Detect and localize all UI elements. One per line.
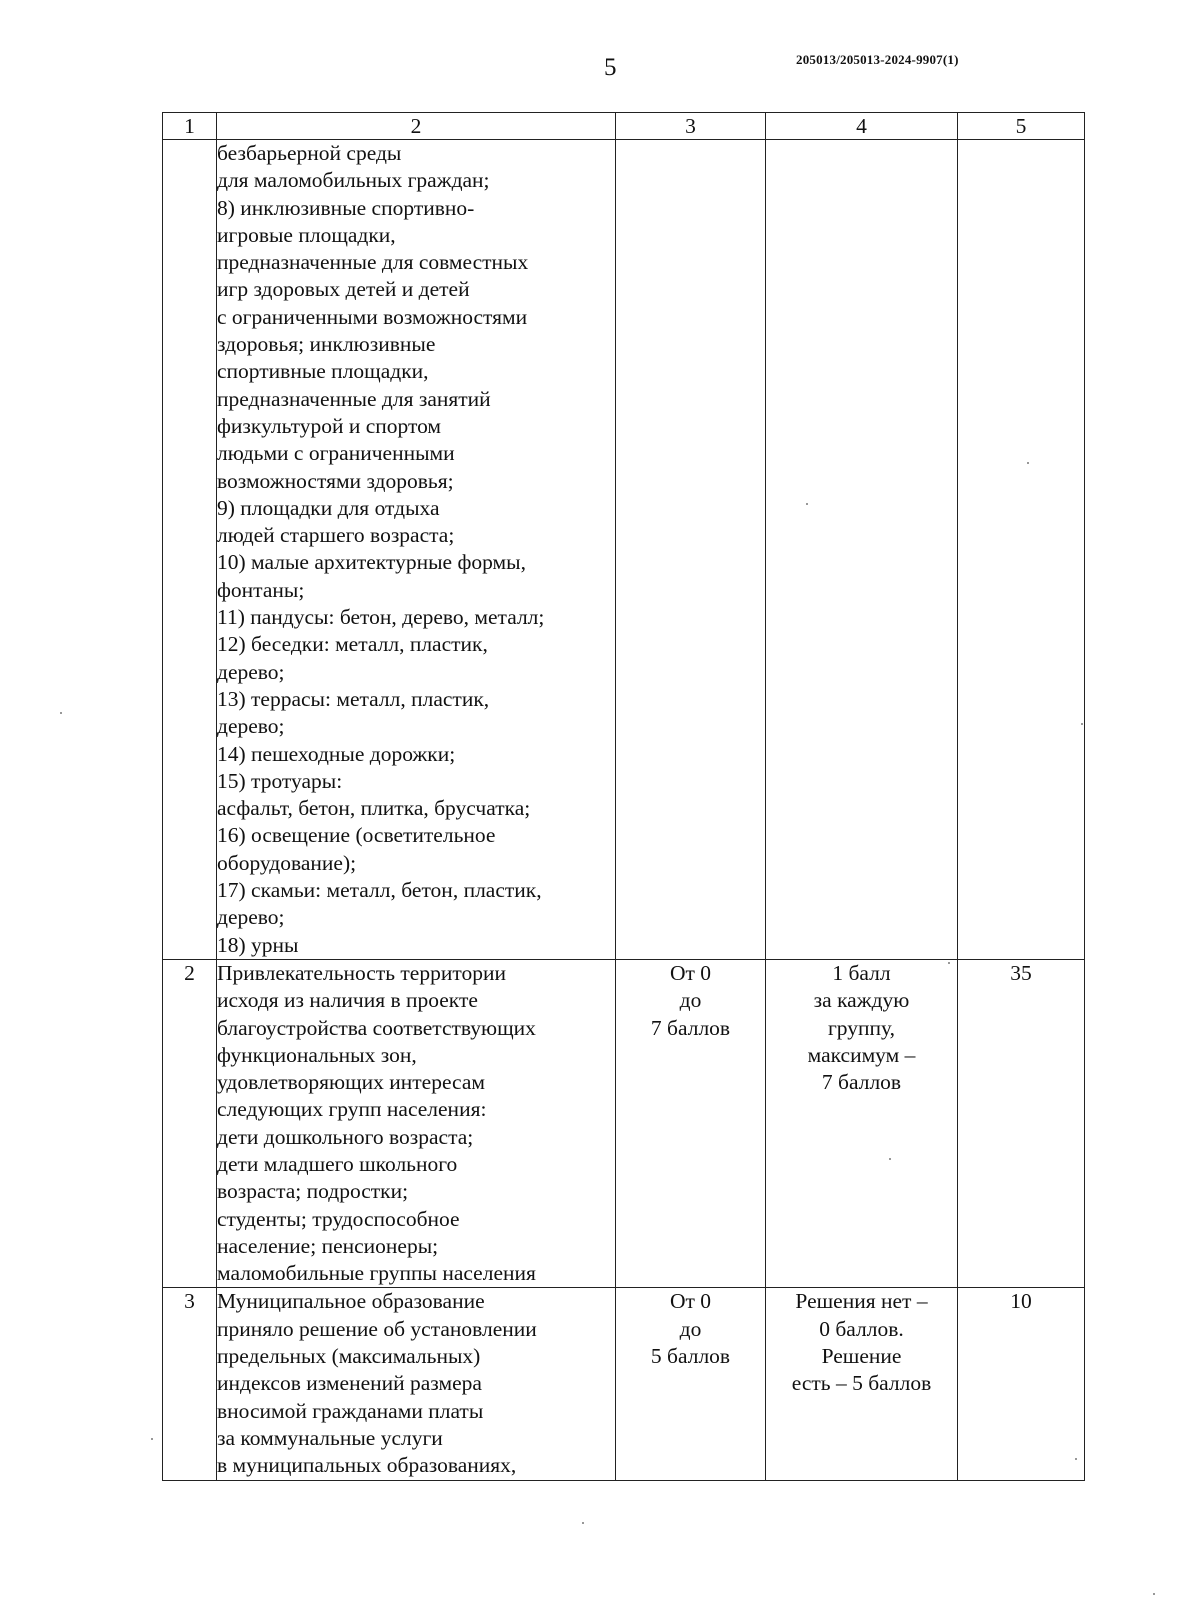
criterion-line: студенты; трудоспособное [217,1206,460,1231]
scan-speck [582,1522,584,1524]
criterion-line: фонтаны; [217,577,305,602]
criterion-line: для маломобильных граждан; [217,168,490,193]
criterion-line: дети дошкольного возраста; [217,1124,474,1149]
criterion-line: следующих групп населения: [217,1097,487,1122]
row-number-cell [163,140,217,960]
column-header-1: 1 [163,113,217,140]
criterion-line: 16) освещение (осветительное [217,823,496,848]
range-line: 7 баллов [650,1015,731,1040]
criterion-line: предназначенные для совместных [217,250,529,275]
scan-speck [1153,1593,1155,1595]
weight-cell [958,140,1085,960]
column-header-4: 4 [766,113,958,140]
range-line: От 0 [669,1289,712,1314]
scoring-line: 7 баллов [821,1070,902,1095]
criterion-line: возраста; подростки; [217,1179,409,1204]
criterion-cell [217,959,616,1288]
scoring-cell [766,140,958,960]
scan-speck [948,962,950,964]
scan-speck [1027,462,1029,464]
table-row [163,140,1085,960]
scoring-line: Решения нет – [795,1289,928,1314]
table-body [163,140,1085,1481]
scan-speck [151,1438,153,1440]
criterion-line: оборудование); [217,850,357,875]
header-row [163,113,1085,140]
criterion-line: людьми с ограниченными [217,441,455,466]
criterion-line: 12) беседки: металл, пластик, [217,632,488,657]
table-header [163,113,1085,140]
row-number-cell: 3 [163,1288,217,1480]
criterion-line: за коммунальные услуги [217,1425,443,1450]
criterion-line: Привлекательность территории [217,960,506,985]
scan-speck [1075,1458,1077,1460]
criterion-line: исходя из наличия в проекте [217,988,478,1013]
document-id: 205013/205013-2024-9907(1) [796,52,959,67]
range-line: От 0 [669,960,712,985]
range-cell [616,959,766,1288]
criterion-line: 15) тротуары: [217,768,343,793]
criterion-line: здоровья; инклюзивные [217,332,436,357]
criterion-line: дерево; [217,659,285,684]
criterion-cell [217,140,616,960]
scoring-line: группу, [827,1015,896,1040]
criterion-line: население; пенсионеры; [217,1233,439,1258]
column-header-2: 2 [217,113,616,140]
criterion-line: 14) пешеходные дорожки; [217,741,456,766]
criterion-line: асфальт, бетон, плитка, брусчатка; [217,796,531,821]
criterion-line: в муниципальных образованиях, [217,1453,517,1478]
criterion-line: безбарьерной среды [217,141,402,165]
criterion-cell [217,1288,616,1480]
criterion-line: дети младшего школьного [217,1151,458,1176]
scan-speck [889,1158,891,1160]
scoring-cell [766,959,958,1288]
range-cell [616,1288,766,1480]
table-row [163,959,1085,1288]
scoring-line: 0 баллов. [819,1316,904,1341]
criterion-line: физкультурой и спортом [217,413,442,438]
criteria-table [162,112,1085,1481]
criterion-line: игр здоровых детей и детей [217,277,470,302]
scoring-line: есть – 5 баллов [791,1371,932,1396]
criterion-line: 18) урны [217,932,299,957]
criterion-line: дерево; [217,714,285,739]
column-header-3: 3 [616,113,766,140]
criterion-line: маломобильные группы населения [217,1261,536,1286]
criterion-line: удовлетворяющих интересам [217,1070,485,1095]
range-line: до [679,988,702,1013]
row-number-cell: 2 [163,959,217,1288]
criterion-line: с ограниченными возможностями [217,304,528,329]
criterion-line: предназначенные для занятий [217,386,491,411]
criterion-line: людей старшего возраста; [217,523,455,548]
criterion-line: индексов изменений размера [217,1371,482,1396]
criterion-line: приняло решение об установлении [217,1316,537,1341]
criterion-line: 10) малые архитектурные формы, [217,550,526,575]
scan-speck [1081,723,1083,725]
range-cell [616,140,766,960]
range-line: до [679,1316,702,1341]
criterion-line: предельных (максимальных) [217,1344,481,1369]
page-number: 5 [604,54,617,81]
scan-speck [806,503,808,505]
scoring-line: максимум – [807,1042,916,1067]
criterion-line: 13) террасы: металл, пластик, [217,686,490,711]
scoring-cell [766,1288,958,1480]
criterion-line: благоустройства соответствующих [217,1015,536,1040]
criterion-line: спортивные площадки, [217,359,429,384]
criterion-line: вносимой гражданами платы [217,1398,484,1423]
range-line: 5 баллов [650,1344,731,1369]
criterion-line: 8) инклюзивные спортивно- [217,195,475,220]
criterion-line: 9) площадки для отдыха [217,495,440,520]
criterion-line: игровые площадки, [217,222,396,247]
criterion-line: Муниципальное образование [217,1289,485,1314]
scan-speck [60,712,62,714]
criterion-line: 11) пандусы: бетон, дерево, металл; [217,605,545,630]
table-row [163,1288,1085,1480]
criterion-line: функциональных зон, [217,1042,417,1067]
scoring-line: 1 балл [832,960,891,985]
scoring-line: за каждую [813,988,910,1013]
weight-cell: 35 [958,959,1085,1288]
weight-cell: 10 [958,1288,1085,1480]
scoring-line: Решение [821,1344,902,1369]
criterion-line: возможностями здоровья; [217,468,454,493]
criterion-line: дерево; [217,905,285,930]
column-header-5: 5 [958,113,1085,140]
criterion-line: 17) скамьи: металл, бетон, пластик, [217,878,542,903]
